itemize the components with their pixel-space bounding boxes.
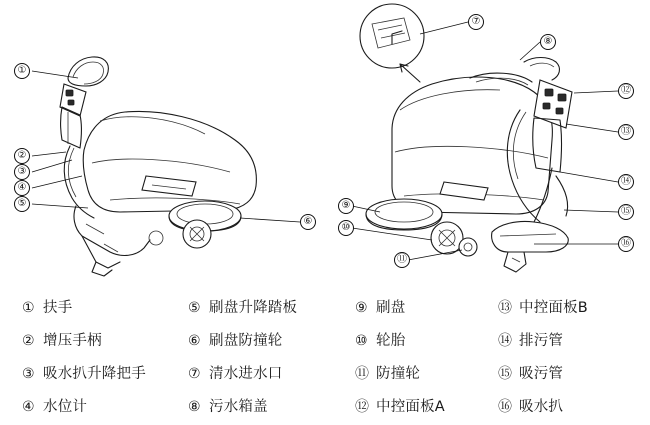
legend-number-8: ⑧ — [188, 399, 201, 415]
legend-item-12 — [355, 391, 495, 424]
legend-label-14: 排污管 — [519, 333, 564, 349]
legend-label-3: 吸水扒升降把手 — [43, 366, 146, 382]
legend-number-2: ② — [22, 333, 35, 349]
legend-label-12: 中控面板A — [376, 399, 445, 415]
legend-label-10: 轮胎 — [376, 333, 406, 349]
legend-column-1 — [22, 292, 172, 425]
legend-number-16: ⑯ — [498, 399, 513, 415]
legend-number-1: ① — [22, 300, 35, 316]
callout-2[interactable]: ② — [14, 148, 30, 164]
callout-8[interactable]: ⑧ — [540, 34, 556, 50]
legend-item-13 — [498, 292, 648, 325]
legend-number-14: ⑭ — [498, 333, 513, 349]
legend-number-10: ⑩ — [355, 333, 368, 349]
legend-item-4 — [22, 391, 172, 424]
legend-label-15: 吸污管 — [519, 366, 564, 382]
callout-12[interactable]: ⑫ — [618, 83, 634, 99]
legend-label-8: 污水箱盖 — [209, 399, 268, 415]
right-machine-art — [352, 4, 618, 272]
legend-number-7: ⑦ — [188, 366, 201, 382]
legend-label-13: 中控面板B — [519, 300, 588, 316]
left-machine-art — [32, 57, 300, 276]
legend-item-2 — [22, 325, 172, 358]
callout-14[interactable]: ⑭ — [618, 174, 634, 190]
legend-number-15: ⑮ — [498, 366, 513, 382]
legend-number-4: ④ — [22, 399, 35, 415]
legend-number-5: ⑤ — [188, 300, 201, 316]
callout-6[interactable]: ⑥ — [300, 214, 316, 230]
legend-item-5 — [188, 292, 348, 325]
callout-16[interactable]: ⑯ — [618, 236, 634, 252]
legend-label-2: 增压手柄 — [43, 333, 102, 349]
legend-label-7: 清水进水口 — [209, 366, 283, 382]
legend-item-11 — [355, 358, 495, 391]
callout-11[interactable]: ⑪ — [394, 252, 410, 268]
legend-item-10 — [355, 325, 495, 358]
legend-item-6 — [188, 325, 348, 358]
legend-label-16: 吸水扒 — [519, 399, 564, 415]
legend-item-16 — [498, 391, 648, 424]
legend-number-3: ③ — [22, 366, 35, 382]
callout-1[interactable]: ① — [14, 63, 30, 79]
legend-item-15 — [498, 358, 648, 391]
legend-number-11: ⑪ — [355, 366, 370, 382]
callout-10[interactable]: ⑩ — [338, 220, 354, 236]
callout-5[interactable]: ⑤ — [14, 196, 30, 212]
legend-label-6: 刷盘防撞轮 — [209, 333, 283, 349]
legend-item-1 — [22, 292, 172, 325]
legend-label-4: 水位计 — [43, 399, 88, 415]
legend-number-12: ⑫ — [355, 399, 370, 415]
callout-3[interactable]: ③ — [14, 164, 30, 180]
callout-15[interactable]: ⑮ — [618, 204, 634, 220]
legend-label-1: 扶手 — [43, 300, 73, 316]
legend-number-6: ⑥ — [188, 333, 201, 349]
legend-item-9 — [355, 292, 495, 325]
legend-label-5: 刷盘升降踏板 — [209, 300, 298, 316]
legend-column-4 — [498, 292, 648, 425]
legend — [0, 292, 650, 425]
callout-4[interactable]: ④ — [14, 180, 30, 196]
legend-number-13: ⑬ — [498, 300, 513, 316]
legend-column-3 — [355, 292, 495, 425]
callout-9[interactable]: ⑨ — [338, 198, 354, 214]
legend-label-9: 刷盘 — [376, 300, 406, 316]
legend-item-3 — [22, 358, 172, 391]
callout-7[interactable]: ⑦ — [468, 14, 484, 30]
legend-number-9: ⑨ — [355, 300, 368, 316]
legend-item-8 — [188, 391, 348, 424]
legend-item-14 — [498, 325, 648, 358]
legend-column-2 — [188, 292, 348, 425]
legend-label-11: 防撞轮 — [376, 366, 421, 382]
callout-13[interactable]: ⑬ — [618, 124, 634, 140]
legend-item-7 — [188, 358, 348, 391]
